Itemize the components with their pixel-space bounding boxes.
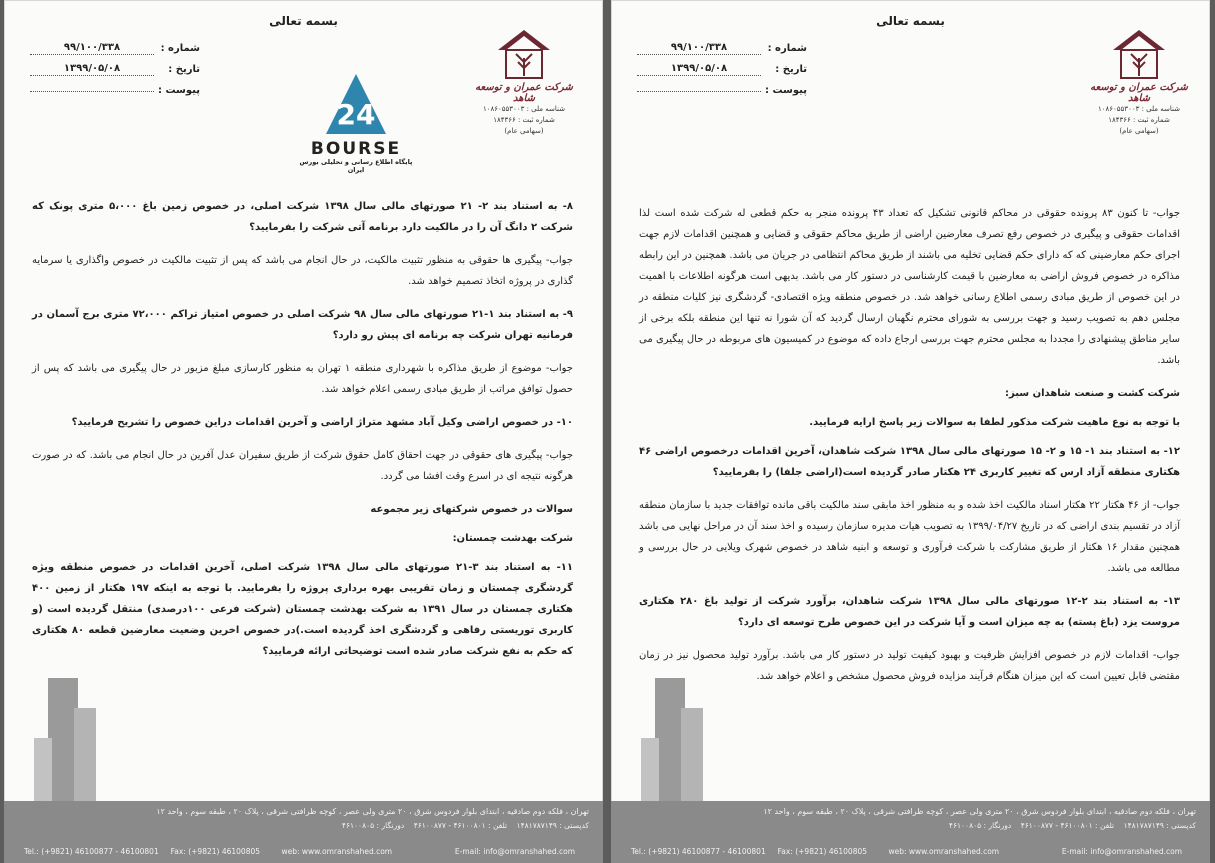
date-label: تاریخ :	[775, 64, 807, 75]
letter-footer	[611, 801, 1210, 863]
answer-paragraph: جواب- اقدامات لازم در خصوص افزایش ظرفیت و بهبود کیفیت تولید در دستور کار می باشد. برآورد تولید محصول نیز در زمان مقتضی قابل تعیین است که این میزان هنگام فرآیند مزایده فروش محصول مشخص و اعلام خواهد شد.	[639, 650, 1180, 682]
footer-fax-fa: دورنگار : ۴۶۱۰۰۸۰۵	[341, 821, 405, 830]
building-watermark	[34, 668, 104, 808]
number-label: شماره :	[767, 43, 807, 54]
company-type: (سهامی عام)	[504, 127, 544, 135]
building-watermark	[641, 668, 711, 808]
letter-footer	[4, 801, 603, 863]
company-national-id: شناسه ملی : ۱۰۸۶۰۵۵۳۰۰۳	[482, 105, 566, 113]
company-reg-no: شماره ثبت : ۱۸۴۳۶۶	[493, 116, 555, 124]
letter-page-right	[611, 0, 1210, 863]
bourse-triangle-icon	[324, 72, 388, 136]
footer-fax-en: Fax: (+9821) 46100805	[170, 847, 261, 856]
footer-address-fa: تهران ، فلکه دوم صادقیه ، ابتدای بلوار فردوس شرق ، ۲۰ متری ولی عصر ، کوچه ظرافتی شرقی ، پلاک ۲۰ ، طبقه سوم ، واحد ۱۲	[156, 807, 589, 816]
footer-phone-fa: تلفن : ۴۶۱۰۰۸۰۱ - ۴۶۱۰۰۸۷۷	[413, 821, 508, 830]
company-reg-no: شماره ثبت : ۱۸۴۳۶۶	[1108, 116, 1170, 124]
company-logo	[1079, 28, 1199, 137]
svg-text:24: 24	[336, 98, 376, 131]
answer-paragraph: جواب- تا کنون ۸۳ پرونده حقوقی در محاکم قانونی تشکیل که تعداد ۴۳ پرونده منجر به حکم قطعی له شرکت شده است لذا اقدامات حقوقی و پیگیری در خصوص رفع تصرف معارضین اراضی از طریق محاکم حقوقی و قضایی و همچنین اقدامات لازم جهت اجرای حکم معارضینی که که دارای حکم قضایی تخلیه می باشند از طریق محاکم انتظامی در جریان می باشد. همچنین در این رابطه مذاکره در خصوص فروش اراضی به معارضین با قیمت کارشناسی در دستور کار می باشد. بدیهی است هرگونه اطلاعات با اهمیت در این خصوص از طریق مبادی رسمی اطلاع رسانی خواهد شد. در خصوص منطقه ویژه اقتصادی- گردشگری نیز کلیات منطقه در مجلس دهم به تصویب رسید و جهت بررسی به شورای محترم نگهبان ارسال گردید که آن شورا نه تنها این منطقه بلکه برخی از سایر مناطق پیشنهادی را مجددا به مجلس محترم جهت بررسی ارجاع داده که موضوع در کمیسیون های مربوطه در حال پیگیری می باشد.	[639, 208, 1180, 366]
question-paragraph: ۱۲- به استناد بند ۱- ۱۵ و ۲- ۱۵ صورتهای مالی سال ۱۳۹۸ شرکت شاهدان، آخرین اقدامات درخصوص اراضی ۴۶ هکتاری منطقه آزاد ارس که تغییر کاربری ۲۴ هکتار صادر گردیده است(اراضی جلفا) را بفرمایید؟	[639, 446, 1180, 478]
answer-paragraph: جواب- موضوع از طریق مذاکره با شهرداری منطقه ۱ تهران به منظور کارسازی مبلغ مزبور در حال پیگیری می باشد که پس از حصول توافق مراتب از طریق مبادی رسمی اعلام خواهد شد.	[32, 363, 573, 395]
date-value: ۱۳۹۹/۰۵/۰۸	[637, 63, 761, 76]
company-logo	[464, 28, 584, 137]
letter-page-left	[4, 0, 603, 863]
letter-meta	[637, 38, 807, 101]
section-heading: سوالات در خصوص شرکتهای زیر مجموعه	[370, 504, 573, 515]
answer-paragraph: جواب- پیگیری های حقوقی در جهت احقاق کامل حقوق شرکت از طریق سفیران عدل آفرین در حال انجام می باشد. که در صورت هرگونه نتیجه ای در اسرع وقت افشا می گردد.	[32, 450, 573, 482]
company-name: شرکت عمران و توسعه شاهد	[1090, 82, 1188, 104]
question-paragraph: ۸- به استناد بند ۲- ۲۱ صورتهای مالی سال ۱۳۹۸ شرکت اصلی، در خصوص زمین باغ ۵،۰۰۰ متری پونک که شرکت ۲ دانگ آن را در مالکیت دارد برنامه آتی شرکت را بفرمایید؟	[32, 201, 573, 233]
footer-tel-en: Tel.: (+9821) 46100877 - 46100801	[24, 847, 159, 856]
letter-body	[32, 196, 573, 674]
attachment-value	[637, 90, 761, 92]
question-paragraph: ۱۳- به استناد بند ۲-۱۲ صورتهای مالی سال ۱۳۹۸ شرکت شاهدان، برآورد شرکت از تولید باغ ۲۸۰ هکتاری مروست یزد (باغ پسته) به چه میزان است و آیا شرکت در این خصوص طرح توسعه ای دارد؟	[639, 596, 1181, 628]
footer-fax-en: Fax: (+9821) 46100805	[777, 847, 868, 856]
question-paragraph: ۹- به استناد بند ۱-۲۱ صورتهای مالی سال ۹۸ شرکت اصلی در خصوص امتیاز تراکم ۷۲،۰۰۰ متری برج آسمان در فرمانیه تهران شرکت چه برنامه ای پیش رو دارد؟	[32, 309, 573, 341]
question-paragraph: ۱۰- در خصوص اراضی وکیل آباد مشهد متراژ اراضی و آخرین اقدامات دراین خصوص را تشریح فرمایید؟	[71, 417, 573, 428]
attachment-label: پیوست :	[157, 85, 200, 96]
house-tree-icon	[1111, 28, 1167, 80]
number-value: ۹۹/۱۰۰/۳۳۸	[30, 42, 154, 55]
company-name: شرکت عمران و توسعه شاهد	[475, 82, 573, 104]
number-value: ۹۹/۱۰۰/۳۳۸	[637, 42, 761, 55]
letter-body	[639, 203, 1180, 699]
attachment-label: پیوست :	[764, 85, 807, 96]
footer-email-link[interactable]: E-mail: info@omranshahed.com	[1061, 847, 1182, 856]
section-heading: شرکت کشت و صنعت شاهدان سبز:	[1004, 388, 1180, 399]
bourse-subtitle: پایگاه اطلاع رسانی و تحلیلی بورس ایران	[299, 158, 413, 174]
footer-phone-fa: تلفن : ۴۶۱۰۰۸۰۱ - ۴۶۱۰۰۸۷۷	[1020, 821, 1115, 830]
date-value: ۱۳۹۹/۰۵/۰۸	[30, 63, 154, 76]
section-heading: با توجه به نوع ماهیت شرکت مذکور لطفا به سوالات زیر پاسخ ارایه فرمایید.	[809, 417, 1180, 428]
question-paragraph: ۱۱- به استناد بند ۳-۲۱ صورتهای مالی سال ۱۳۹۸ شرکت اصلی، آخرین اقدامات در خصوص منطقه ویژه گردشگری چمستان و زمان تقریبی بهره برداری پروژه را بفرمایید. با توجه به اینکه ۱۹۷ هکتار از زمین ۴۰۰ هکتاری چمستان در سال ۱۳۹۱ به شرکت بهدشت چمستان (شرکت فرعی ۱۰۰درصدی) منتقل گردیده است (و کاربری توریستی رفاهی و گردشگری اخذ گردیده است.)در خصوص اخرین وضعیت معارضین قطعه ۸۰ هکتاری که حکم به نفع شرکت صادر شده است توضیحاتی ارائه فرمایید؟	[32, 562, 574, 657]
answer-paragraph: جواب- پیگیری ها حقوقی به منظور تثبیت مالکیت، در حال انجام می باشد که پس از تثبیت مالکیت در خصوص واگذاری یا سرمایه گذاری در پروژه اتخاذ تصمیم خواهد شد.	[32, 255, 573, 287]
footer-email-link[interactable]: E-mail: info@omranshahed.com	[454, 847, 575, 856]
footer-tel-en: Tel.: (+9821) 46100877 - 46100801	[631, 847, 766, 856]
attachment-value	[30, 90, 154, 92]
number-label: شماره :	[160, 43, 200, 54]
date-label: تاریخ :	[168, 64, 200, 75]
footer-postal-fa: کدپستی : ۱۴۸۱۷۸۷۱۴۹	[1123, 821, 1196, 830]
footer-postal-fa: کدپستی : ۱۴۸۱۷۸۷۱۴۹	[516, 821, 589, 830]
letter-meta	[30, 38, 200, 101]
letter-title: بسمه تعالی	[876, 14, 945, 28]
bourse-word: BOURSE	[310, 139, 402, 159]
footer-address-fa: تهران ، فلکه دوم صادقیه ، ابتدای بلوار فردوس شرق ، ۲۰ متری ولی عصر ، کوچه ظرافتی شرقی ، پلاک ۲۰ ، طبقه سوم ، واحد ۱۲	[763, 807, 1196, 816]
footer-fax-fa: دورنگار : ۴۶۱۰۰۸۰۵	[948, 821, 1012, 830]
footer-web-link[interactable]: web: www.omranshahed.com	[281, 847, 393, 856]
bourse24-logo	[296, 72, 416, 174]
letter-title: بسمه تعالی	[269, 14, 338, 28]
section-heading: شرکت بهدشت چمستان:	[452, 533, 573, 544]
house-tree-icon	[496, 28, 552, 80]
company-type: (سهامی عام)	[1119, 127, 1159, 135]
answer-paragraph: جواب- از ۴۶ هکتار ۲۲ هکتار اسناد مالکیت اخذ شده و به منظور اخذ مابقی سند مالکیت باقی مانده توافقات جدید با سازمان منطقه آزاد در تقسیم بندی اراضی که در تاریخ ۱۳۹۹/۰۴/۲۷ به تصویب هیات مدیره سازمان رسیده و اخذ سند آن در مراحل نهایی می باشد همچنین مقدار ۱۶ هکتار از طریق مشارکت با شرکت فرآوری و توسعه و ابنیه شاهد در خصوص شهرک ویلایی در حال بررسی و مطالعه می باشد.	[639, 500, 1181, 574]
company-national-id: شناسه ملی : ۱۰۸۶۰۵۵۳۰۰۳	[1097, 105, 1181, 113]
footer-web-link[interactable]: web: www.omranshahed.com	[888, 847, 1000, 856]
